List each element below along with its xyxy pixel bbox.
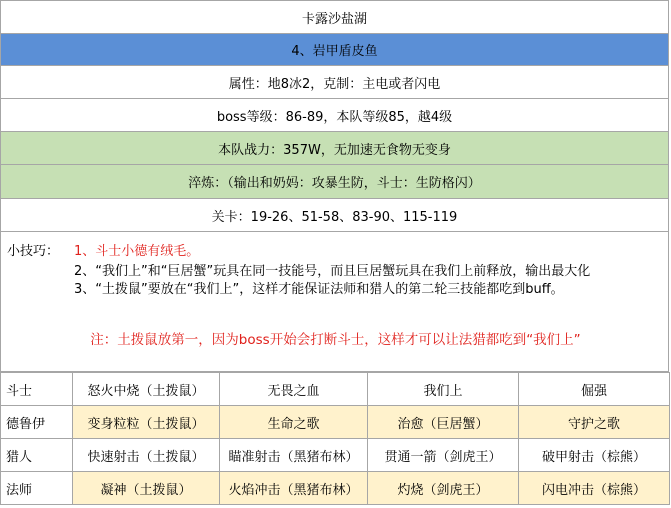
- skill-cell: 怒火中烧（土拨鼠）: [73, 373, 220, 406]
- tip-item: 2、“我们上”和“巨居蟹”玩具在同一技能号，而且巨居蟹玩具在我们上前释放，输出最大化: [74, 264, 591, 279]
- refine-row: [0, 165, 669, 199]
- title-row: [0, 0, 669, 34]
- tip-item: 1、斗士小德有绒毛。: [74, 244, 200, 259]
- table-row: [1, 472, 670, 505]
- table-row: [1, 373, 670, 406]
- skill-cell: 灼烧（剑虎王）: [368, 472, 519, 505]
- page-title: 卡露沙盐湖: [301, 11, 367, 27]
- refine-text: 淬炼：（输出和奶妈：攻暴生防，斗士：生防格闪）: [188, 176, 481, 191]
- skill-cell: 生命之歌: [220, 406, 368, 439]
- tips-block: [0, 232, 669, 372]
- skill-cell: 守护之歌: [519, 406, 670, 439]
- skill-cell: 快速射击（土拨鼠）: [73, 439, 220, 472]
- boss-level-row: [0, 99, 669, 132]
- class-cell: 猎人: [1, 439, 73, 472]
- skill-cell: 变身粒粒（土拨鼠）: [73, 406, 220, 439]
- skill-cell: 贯通一箭（剑虎王）: [368, 439, 519, 472]
- class-cell: 德鲁伊: [1, 406, 73, 439]
- boss-level-text: boss等级：86-89，本队等级85，越4级: [216, 109, 453, 125]
- stage-row: [0, 34, 669, 66]
- tips-note: 注：土拨鼠放第一，因为boss开始会打断斗士，这样才可以让法猎都吃到“我们上”: [90, 332, 581, 348]
- skills-table: [0, 372, 670, 505]
- levels-row: [0, 199, 669, 232]
- table-row: [1, 406, 670, 439]
- skill-cell: 治愈（巨居蟹）: [368, 406, 519, 439]
- attributes-row: [0, 66, 669, 99]
- skill-cell: 火焰冲击（黑猪布林）: [220, 472, 368, 505]
- team-power-row: [0, 132, 669, 165]
- skill-cell: 凝神（土拨鼠）: [73, 472, 220, 505]
- table-row: [1, 439, 670, 472]
- attributes-text: 属性：地8冰2，克制：主电或者闪电: [228, 76, 441, 92]
- skill-cell: 倔强: [519, 373, 670, 406]
- tip-item: 3、“土拨鼠”要放在“我们上”，这样才能保证法师和猎人的第二轮三技能都吃到buff。: [74, 282, 564, 297]
- stage-title: 4、岩甲盾皮鱼: [291, 44, 378, 59]
- class-cell: 法师: [1, 472, 73, 505]
- skill-cell: 我们上: [368, 373, 519, 406]
- class-cell: 斗士: [1, 373, 73, 406]
- tips-label: 小技巧：: [7, 244, 60, 259]
- skill-cell: 闪电冲击（棕熊）: [519, 472, 670, 505]
- skill-cell: 无畏之血: [220, 373, 368, 406]
- team-power-text: 本队战力：357W，无加速无食物无变身: [218, 142, 451, 158]
- levels-text: 关卡：19-26、51-58、83-90、115-119: [211, 209, 458, 225]
- skill-cell: 破甲射击（棕熊）: [519, 439, 670, 472]
- skill-cell: 瞄准射击（黑猪布林）: [220, 439, 368, 472]
